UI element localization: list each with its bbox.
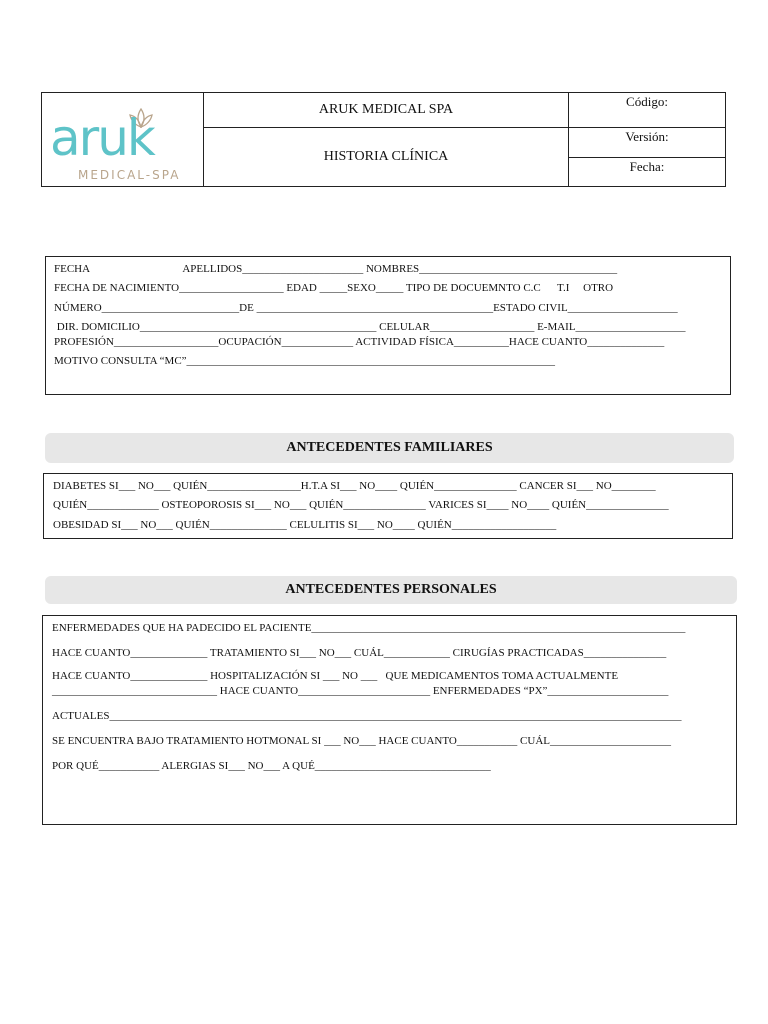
document-title: HISTORIA CLÍNICA [323,149,449,164]
personales-line: HACE CUANTO______________ TRATAMIENTO SI___ NO___ CUÁL____________ CIRUGÍAS PRACTICADAS_______________ [52,647,667,659]
company-name: ARUK MEDICAL SPA [204,93,568,128]
logo-wordmark: aruk [50,109,154,167]
fecha-field: Fecha: [629,159,665,174]
patient-line: DIR. DOMICILIO___________________________________________ CELULAR___________________ E-MAIL____________________ [54,321,686,333]
patient-line: PROFESIÓN___________________OCUPACIÓN_____________ ACTIVIDAD FÍSICA__________HACE CUANTO______________ [54,336,665,348]
patient-line: FECHA APELLIDOS______________________ NOMBRES____________________________________ [54,263,618,275]
personales-line: ACTUALES________________________________________________________________________________________________________ [52,710,682,722]
section-header-personales: ANTECEDENTES PERSONALES [45,576,737,604]
patient-line: FECHA DE NACIMIENTO___________________ EDAD _____SEXO_____ TIPO DE DOCUEMNTO C.C T.I OTRO [54,282,614,294]
familiares-line: OBESIDAD SI___ NO___ QUIÉN______________ CELULITIS SI___ NO____ QUIÉN___________________ [53,519,557,531]
patient-data-box [45,256,731,395]
familiares-line: QUIÉN_____________ OSTEOPOROSIS SI___ NO___ QUIÉN_______________ VARICES SI____ NO____ QUIÉN_______________ [53,499,669,511]
version-field: Versión: [569,128,725,158]
section-header-familiares: ANTECEDENTES FAMILIARES [45,433,734,463]
logo-subtitle: MEDICAL-SPA [78,168,181,182]
personales-line: ______________________________ HACE CUANTO________________________ ENFERMEDADES “PX”______________________ [52,685,669,697]
personales-line: SE ENCUENTRA BAJO TRATAMIENTO HOTMONAL SI ___ NO___ HACE CUANTO___________ CUÁL______________________ [52,735,671,747]
logo-cell [42,93,204,186]
patient-line: MOTIVO CONSULTA “MC”___________________________________________________________________ [54,355,556,367]
personales-line: HACE CUANTO______________ HOSPITALIZACIÓN SI ___ NO ___ QUE MEDICAMENTOS TOMA ACTUALMENTE [52,670,619,682]
personales-box [42,615,737,825]
familiares-line: DIABETES SI___ NO___ QUIÉN_________________H.T.A SI___ NO____ QUIÉN_______________ CANCER SI___ NO________ [53,480,656,492]
document-header [41,92,726,187]
familiares-box [43,473,733,539]
personales-line: ENFERMEDADES QUE HA PADECIDO EL PACIENTE____________________________________________________________________ [52,622,686,634]
document-meta [569,93,725,186]
title-cell [204,93,569,186]
codigo-field: Código: [569,93,725,128]
personales-line: POR QUÉ___________ ALERGIAS SI___ NO___ A QUÉ________________________________ [52,760,491,772]
patient-line: NÚMERO_________________________DE ___________________________________________ESTADO CIVIL____________________ [54,302,678,314]
